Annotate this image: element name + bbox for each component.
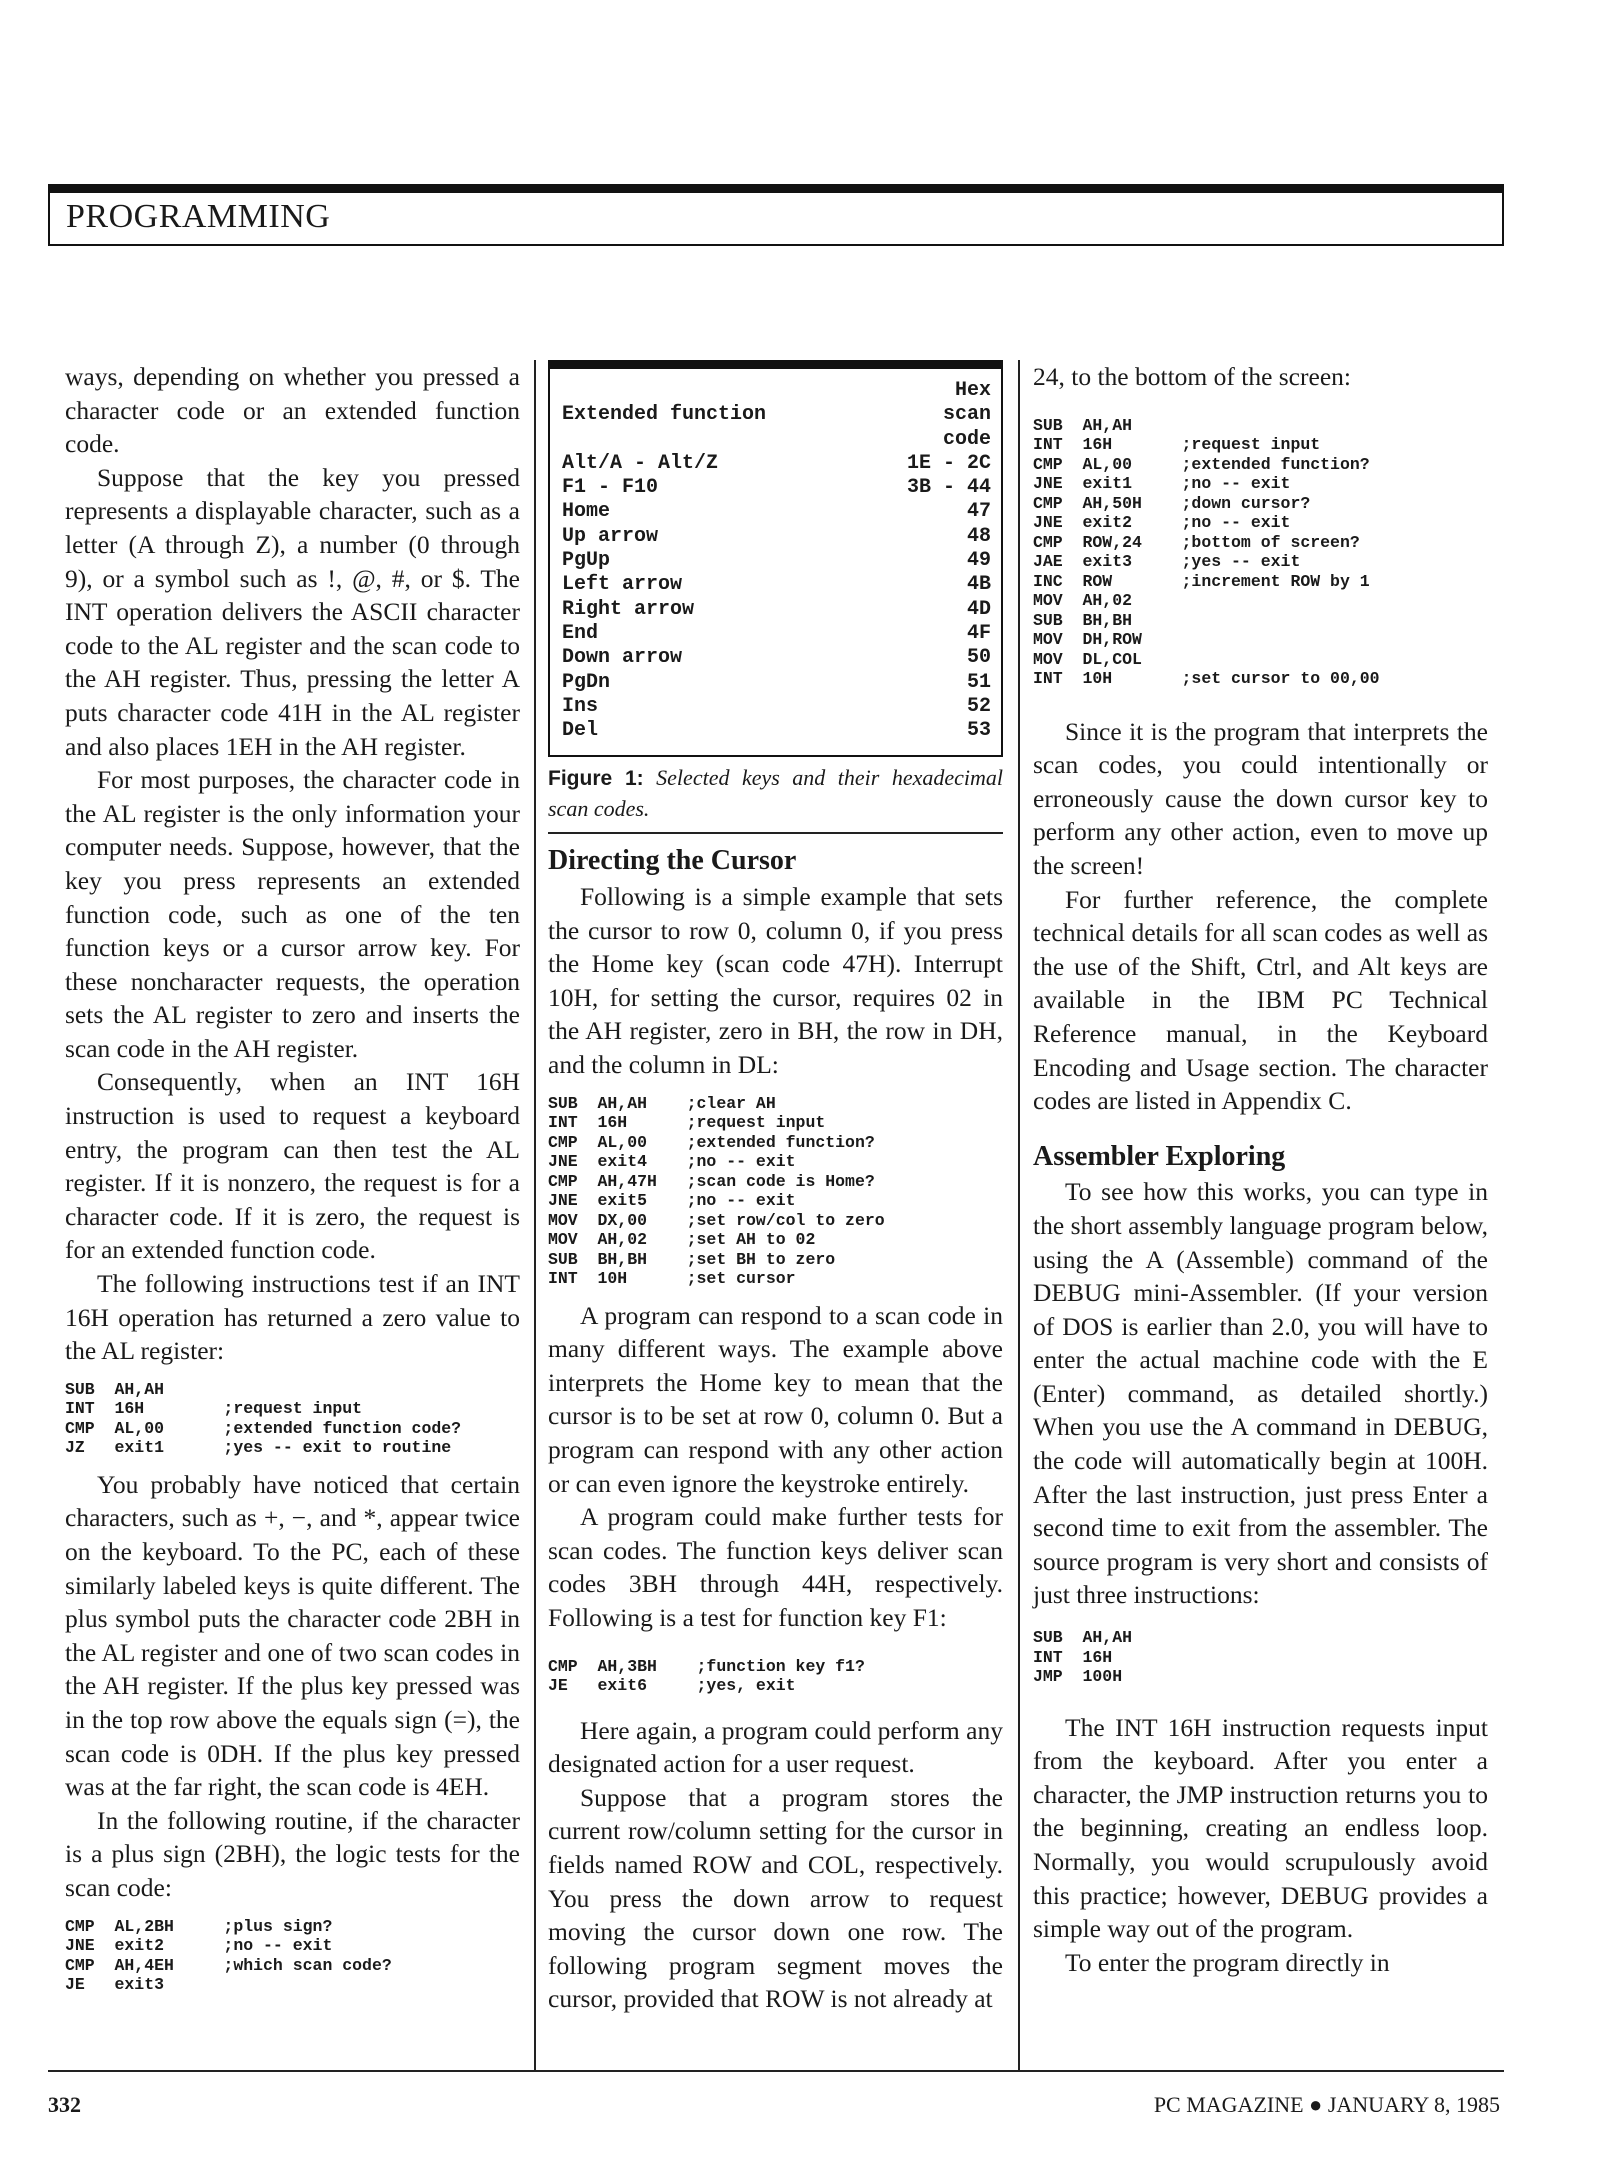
column-2 <box>548 360 1003 2016</box>
paragraph: A program could make further tests for scan codes. The function keys deliver scan codes 3BH through 44H, respectively. Following is a test for function key F1: <box>548 1502 1003 1632</box>
caption-label: Figure 1: <box>548 767 644 791</box>
section-title: PROGRAMMING <box>66 198 331 235</box>
scan-code: 48 <box>966 524 991 548</box>
key-name: Up arrow <box>562 524 659 548</box>
key-name: F1 - F10 <box>562 476 659 500</box>
magazine-name: PC MAGAZINE <box>1153 2092 1304 2117</box>
scan-code: 53 <box>966 719 991 743</box>
table-row <box>562 646 991 670</box>
bottom-rule <box>48 2070 1504 2072</box>
key-name: Down arrow <box>562 646 683 670</box>
scan-code: 51 <box>966 670 991 694</box>
paragraph: Following is a simple example that sets the cursor to row 0, column 0, if you press the Home key (scan code 47H). Interrupt 10H, for setting the cursor, requires 02 in the AH register, zero in BH, the row in DH, and the column in DL: <box>548 882 1003 1080</box>
scan-code: 50 <box>966 646 991 670</box>
table-row <box>562 525 991 549</box>
key-name: Home <box>562 500 611 524</box>
table-row <box>562 695 991 719</box>
key-name: End <box>562 621 599 645</box>
paragraph: Here again, a program could perform any designated action for a user request. <box>548 1715 1003 1779</box>
figure-caption <box>548 763 1003 834</box>
paragraph: Suppose that the key you pressed represents a displayable character, such as a letter (A through Z), a number (0 through 9), or a symbol such as !, @, #, or $. The INT operation delivers the ASCII character code to the AL register and the scan code to the AH register. Thus, pressing the letter A puts character code 41H in the AL register and also places 1EH in the AH register. <box>65 462 520 761</box>
paragraph: 24, to the bottom of the screen: <box>1033 362 1351 391</box>
scan-code: 3B - 44 <box>906 476 991 500</box>
key-name: Left arrow <box>562 573 683 597</box>
table-header: Hex scan code <box>942 379 991 451</box>
paragraph: In the following routine, if the character is a plus sign (2BH), the logic tests for the scan code: <box>65 1805 520 1902</box>
scan-code: 4B <box>966 573 991 597</box>
footer-publication: PC MAGAZINE ● JANUARY 8, 1985 <box>1153 2092 1500 2117</box>
paragraph: For further reference, the complete technical details for all scan codes as well as the use of the Shift, Ctrl, and Alt keys are available in the IBM PC Technical Reference manual, in the Keyboard Encoding and Usage section. The character codes are listed in Appendix C. <box>1033 884 1488 1116</box>
table-row <box>562 476 991 500</box>
paragraph: To see how this works, you can type in the short assembly language program below, using the A (Assemble) command of the DEBUG mini-Assembler. (If your version of DOS is earlier than 2.0, you will have to enter the actual machine code with the E (Enter) command, as detailed shortly.) When you use the A command in DEBUG, the code will automatically begin at 100H. After the last instruction, just press Enter a second time to exit from the assembler. The source program is very short and consists of just three instructions: <box>1033 1177 1488 1610</box>
scan-code: 4D <box>966 597 991 621</box>
scan-code: 4F <box>966 621 991 645</box>
scan-code: 49 <box>966 549 991 573</box>
section-heading: Directing the Cursor <box>548 845 797 877</box>
paragraph: A program can respond to a scan code in many different ways. The example above interprets the Home key to mean that the cursor is to be set at row 0, column 0. But a program can respond with any other action or can even ignore the keystroke entirely. <box>548 1300 1003 1498</box>
table-row <box>562 598 991 622</box>
code-listing: SUB AH,AH ;clear AH INT 16H ;request input CMP AL,00 ;extended function? JNE exit4 ;no -- exit CMP AH,47H ;scan code is Home? JNE exit5 ;no -- exit MOV DX,00 ;set row/col to zero MOV AH,02 ;set AH to 02 SUB BH,BH ;set BH to zero INT 10H ;set cursor <box>548 1093 885 1289</box>
scan-code: 52 <box>966 694 991 718</box>
table-row <box>562 549 991 573</box>
key-name: Ins <box>562 694 599 718</box>
table-row <box>562 671 991 695</box>
paragraph: For most purposes, the character code in the AL register is the only information your computer needs. Suppose, however, that the key you press represents an extended function code, such as one of the ten function keys or a cursor arrow key. For these noncharacter requests, the operation sets the AL register to zero and inserts the scan code in the AH register. <box>65 765 520 1063</box>
table-row <box>562 622 991 646</box>
column-divider <box>1018 360 1020 2072</box>
table-row <box>562 573 991 597</box>
key-name: Alt/A - Alt/Z <box>562 451 719 475</box>
section-heading: Assembler Exploring <box>1033 1140 1286 1172</box>
paragraph: ways, depending on whether you pressed a character code or an extended function code. <box>65 362 520 459</box>
caption-text: Selected keys and their hexadecimal scan codes. <box>548 765 1003 822</box>
column-3 <box>1033 360 1488 1979</box>
paragraph: The following instructions test if an INT 16H operation has returned a zero value to the AL register: <box>65 1269 520 1366</box>
key-name: PgUp <box>562 549 611 573</box>
table-row <box>562 719 991 743</box>
key-name: Del <box>562 719 599 743</box>
code-listing: CMP AH,3BH ;function key f1? JE exit6 ;yes, exit <box>548 1656 865 1696</box>
figure-1-table <box>548 360 1003 757</box>
code-listing: CMP AL,2BH ;plus sign? JNE exit2 ;no -- exit CMP AH,4EH ;which scan code? JE exit3 <box>65 1916 392 1995</box>
key-name: Right arrow <box>562 597 695 621</box>
table-header: Extended function <box>562 403 767 427</box>
paragraph: Suppose that a program stores the current row/column setting for the cursor in fields named ROW and COL, respectively. You press the down arrow to request moving the cursor down one row. The following program segment moves the cursor, provided that ROW is not already at <box>548 1782 1003 2014</box>
paragraph: The INT 16H instruction requests input from the keyboard. After you enter a character, the JMP instruction returns you to the beginning, creating an endless loop. Normally, you would scrupulously avoid this practice; however, DEBUG provides a simple way out of the program. <box>1033 1712 1488 1944</box>
code-listing: SUB AH,AH INT 16H ;request input CMP AL,00 ;extended function code? JZ exit1 ;yes -- exit to routine <box>65 1379 462 1458</box>
page-number: 332 <box>48 2092 81 2117</box>
issue-date: JANUARY 8, 1985 <box>1327 2092 1500 2117</box>
paragraph: Since it is the program that interprets the scan codes, you could intentionally or erroneously cause the down cursor key to perform any other action, even to move up the screen! <box>1033 716 1488 880</box>
key-name: PgDn <box>562 670 611 694</box>
column-1 <box>65 360 520 2005</box>
table-row <box>562 452 991 476</box>
column-divider <box>534 360 536 2072</box>
code-listing: SUB AH,AH INT 16H ;request input CMP AL,00 ;extended function? JNE exit1 ;no -- exit CMP AH,50H ;down cursor? JNE exit2 ;no -- exit CMP ROW,24 ;bottom of screen? JAE exit3 ;yes -- exit INC ROW ;increment ROW by 1 MOV AH,02 SUB BH,BH MOV DH,ROW MOV DL,COL INT 10H ;set cursor to 00,00 <box>1033 415 1380 689</box>
paragraph: To enter the program directly in <box>1065 1947 1390 1977</box>
scan-code: 47 <box>966 500 991 524</box>
paragraph: You probably have noticed that certain characters, such as +, −, and *, appear twice on the keyboard. To the PC, each of these similarly labeled keys is quite different. The plus symbol puts the character code 2BH in the AL register and one of two scan codes in the AH register. If the plus key pressed was in the top row above the equals sign (=), the scan code is 0DH. If the plus key pressed was at the far right, the scan code is 4EH. <box>65 1469 520 1802</box>
scan-code: 1E - 2C <box>906 451 991 475</box>
paragraph: Consequently, when an INT 16H instruction is used to request a keyboard entry, the program can then test the AL register. If it is nonzero, the request is for a character code. If it is zero, the request is for an extended function code. <box>65 1067 520 1265</box>
table-row <box>562 500 991 524</box>
code-listing: SUB AH,AH INT 16H JMP 100H <box>1033 1628 1133 1687</box>
